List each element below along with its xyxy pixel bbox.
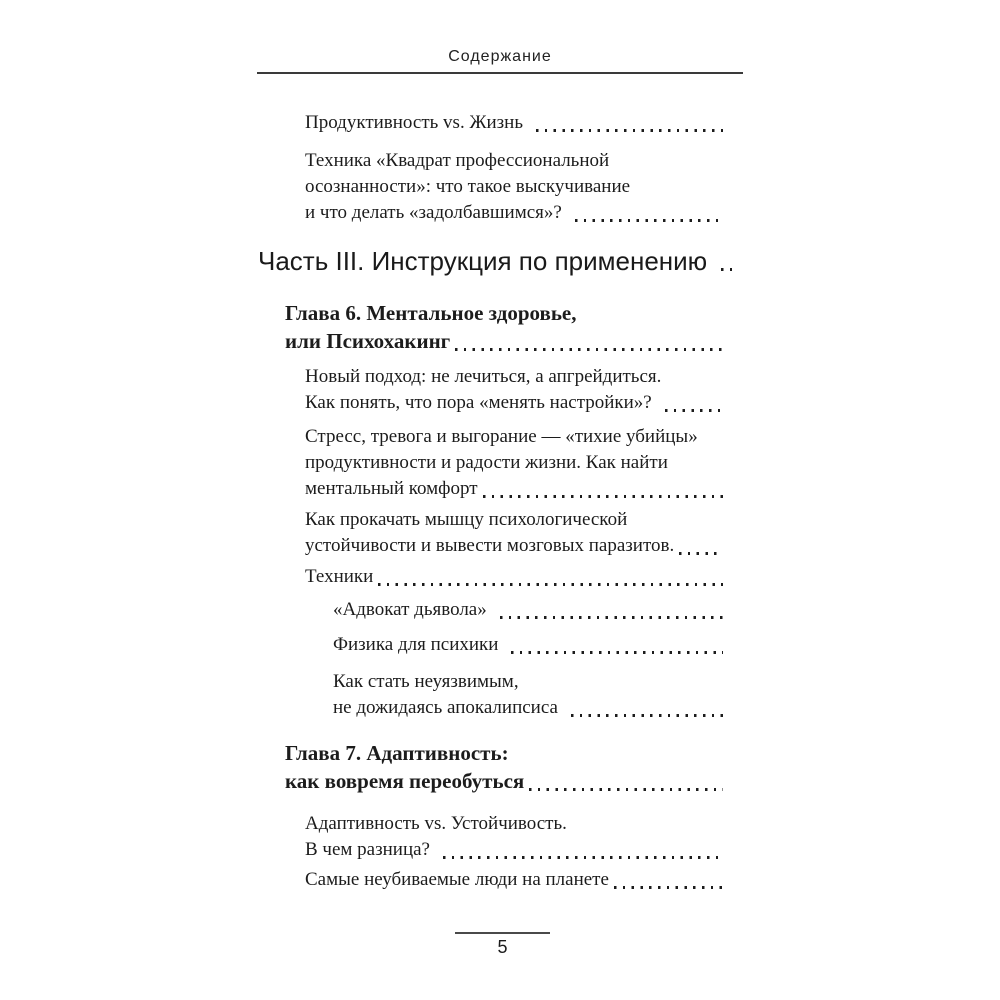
dot-leader bbox=[483, 495, 723, 498]
toc-entry-text: В чем разница? bbox=[305, 839, 430, 860]
toc-entry-text: Техники bbox=[305, 566, 374, 587]
dot-leader bbox=[721, 268, 733, 271]
dot-leader bbox=[529, 788, 723, 791]
dot-leader bbox=[679, 552, 723, 555]
toc-entry-text: Техника «Квадрат профессиональной bbox=[305, 150, 610, 171]
dot-leader bbox=[665, 409, 723, 412]
footer-rule bbox=[455, 932, 550, 934]
toc-part-heading bbox=[258, 246, 724, 276]
dot-leader bbox=[443, 856, 723, 859]
toc-entry-text: «Адвокат дьявола» bbox=[333, 599, 487, 620]
toc-entry bbox=[258, 597, 724, 623]
dot-leader bbox=[500, 616, 723, 619]
toc-entry-text: Адаптивность vs. Устойчивость. bbox=[305, 813, 567, 834]
dot-leader bbox=[378, 583, 723, 586]
toc-chapter-heading bbox=[258, 739, 724, 795]
toc-entry bbox=[258, 669, 724, 721]
toc-chapter-heading bbox=[258, 299, 724, 355]
toc-entry-text: Продуктивность vs. Жизнь bbox=[305, 112, 523, 133]
toc-entry-text: Новый подход: не лечиться, а апгрейдиться. bbox=[305, 366, 662, 387]
toc-entry-text: Как прокачать мышцу психологической bbox=[305, 509, 628, 530]
toc-entry bbox=[258, 507, 724, 559]
dot-leader bbox=[571, 714, 723, 717]
toc-entry-text: Стресс, тревога и выгорание — «тихие убийцы» bbox=[305, 426, 698, 447]
toc-entry-text: не дожидаясь апокалипсиса bbox=[333, 697, 558, 718]
toc-entry-text: устойчивости и вывести мозговых паразитов. bbox=[305, 535, 675, 556]
toc-entry-text: Как понять, что пора «менять настройки»? bbox=[305, 392, 652, 413]
toc-entry-text: и что делать «задолбавшимся»? bbox=[305, 202, 562, 223]
toc-entry bbox=[258, 424, 724, 502]
page-number: 5 bbox=[497, 937, 508, 957]
dot-leader bbox=[455, 348, 723, 351]
table-of-contents bbox=[258, 74, 724, 893]
toc-entry bbox=[258, 364, 724, 416]
toc-entry bbox=[258, 811, 724, 863]
toc-entry-text: ментальный комфорт bbox=[305, 478, 478, 499]
toc-entry-text: Как стать неуязвимым, bbox=[333, 671, 519, 692]
toc-entry-text: Самые неубиваемые люди на планете bbox=[305, 869, 609, 890]
toc-entry bbox=[258, 148, 724, 226]
toc-entry-text: осознанности»: что такое выскучивание bbox=[305, 176, 631, 197]
toc-chapter-text: Глава 7. Адаптивность: bbox=[285, 741, 509, 765]
dot-leader bbox=[575, 219, 723, 222]
dot-leader bbox=[536, 129, 723, 132]
toc-chapter-text: как вовремя переобуться bbox=[285, 769, 525, 793]
toc-chapter-text: или Психохакинг bbox=[285, 329, 451, 353]
dot-leader bbox=[511, 651, 723, 654]
running-head: Содержание bbox=[448, 48, 552, 65]
toc-part-text: Часть III. Инструкция по применению bbox=[258, 246, 708, 276]
toc-entry-text: Физика для психики bbox=[333, 634, 499, 655]
toc-entry bbox=[258, 867, 724, 893]
toc-entry-text: продуктивности и радости жизни. Как найти bbox=[305, 452, 668, 473]
toc-entry bbox=[258, 632, 724, 658]
toc-chapter-text: Глава 6. Ментальное здоровье, bbox=[285, 301, 577, 325]
toc-entry bbox=[258, 564, 724, 590]
toc-entry bbox=[258, 110, 724, 136]
dot-leader bbox=[614, 886, 723, 889]
